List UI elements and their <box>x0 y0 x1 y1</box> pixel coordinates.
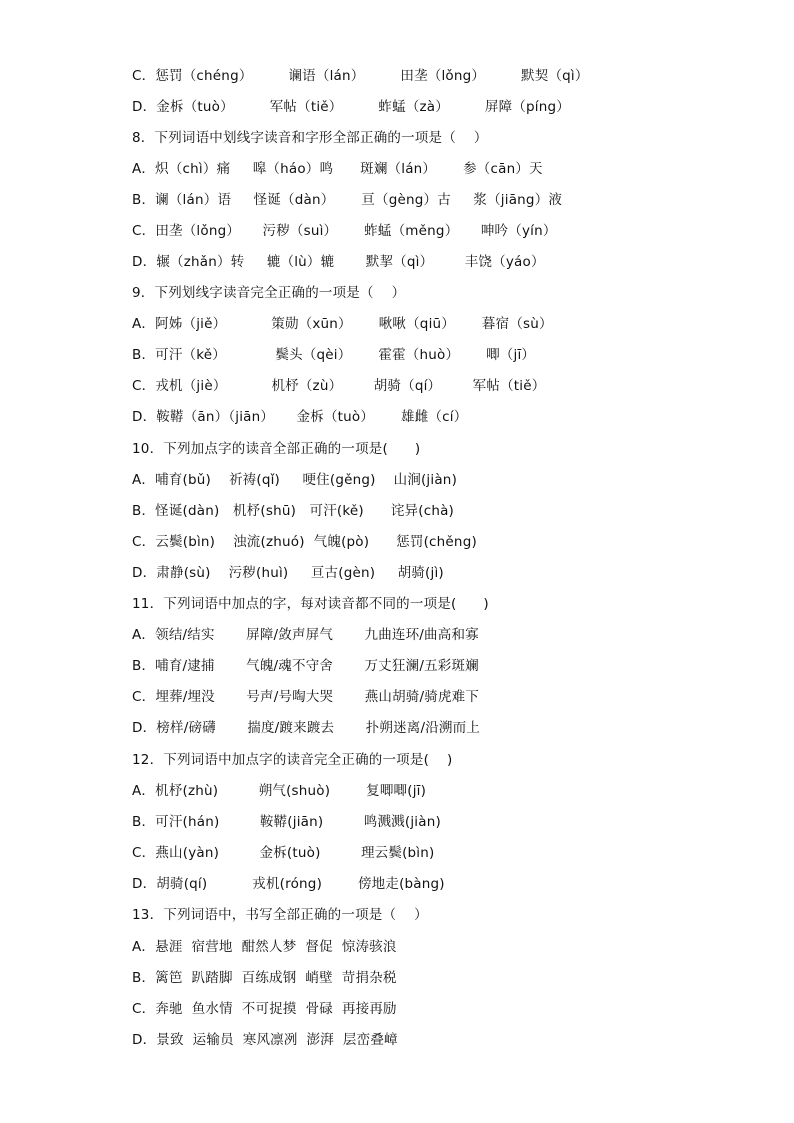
question-10-stem: 10．下列加点字的读音全部正确的一项是( ) <box>132 441 421 457</box>
option-line: B．可汗(hán) 鞍鞯(jiān) 鸣溅溅(jiàn) <box>132 814 441 830</box>
option-line: A．领结/结实 屏障/敛声屏气 九曲连环/曲高和寡 <box>132 627 479 643</box>
option-line: C．戎机（jiè） 机杼（zù） 胡骑（qí） 军帖（tiě） <box>132 378 546 394</box>
option-line: A．阿姊（jiě） 策勋（xūn） 啾啾（qiū） 暮宿（sù） <box>132 316 553 332</box>
question-12-stem: 12．下列词语中加点字的读音完全正确的一项是( ) <box>132 752 453 768</box>
option-line: D．肃静(sù) 污秽(huì) 亘古(gèn) 胡骑(jì) <box>132 565 444 581</box>
option-line: B．哺育/逮捕 气魄/魂不守舍 万丈狂澜/五彩斑斓 <box>132 658 479 674</box>
option-line: D．鞍鞯（ān）（jiān） 金柝（tuò） 雄雌（cí） <box>132 409 468 425</box>
option-line: C．田垄（lǒng） 污秽（suì） 蚱蜢（měng） 呻吟（yín） <box>132 223 557 239</box>
option-line: A．哺育(bǔ) 祈祷(qǐ) 哽住(gěng) 山涧(jiàn) <box>132 472 458 488</box>
option-line: A．机杼(zhù) 朔气(shuò) 复唧唧(jī) <box>132 783 427 799</box>
option-line: B．谰（lán）语 怪诞（dàn） 亘（gèng）古 浆（jiāng）液 <box>132 192 563 208</box>
option-line: B．篱笆 趴踏脚 百练成钢 峭壁 苛捐杂税 <box>132 970 397 986</box>
question-11-stem: 11．下列词语中加点的字，每对读音都不同的一项是( ) <box>132 596 489 612</box>
option-line: D．胡骑(qí) 戎机(róng) 傍地走(bàng) <box>132 876 445 892</box>
option-line: C．燕山(yàn) 金柝(tuò) 理云鬓(bìn) <box>132 845 435 861</box>
option-line: D．辗（zhǎn）转 辘（lù）辘 默挈（qì） 丰饶（yáo） <box>132 254 545 270</box>
option-line: D．榜样/磅礴 揣度/踱来踱去 扑朔迷离/沿溯而上 <box>132 720 481 736</box>
option-line: D．金柝（tuò） 军帖（tiě） 蚱蜢（zà） 屏障（píng） <box>132 99 570 115</box>
option-line: B．可汗（kě） 鬓头（qèi） 霍霍（huò） 唧（jī） <box>132 347 536 363</box>
option-line: A．炽（chì）痛 嗥（háo）鸣 斑斓（lán） 参（cān）天 <box>132 161 543 177</box>
option-line: A．悬涯 宿营地 酣然人梦 督促 惊涛骇浪 <box>132 939 397 955</box>
option-line: C．埋葬/埋没 号声/号啕大哭 燕山胡骑/骑虎难下 <box>132 689 480 705</box>
question-9-stem: 9．下列划线字读音完全正确的一项是（ ） <box>132 285 406 301</box>
question-13-stem: 13．下列词语中，书写全部正确的一项是（ ） <box>132 907 428 923</box>
option-line: C．惩罚（chéng） 谰语（lán） 田垄（lǒng） 默契（qì） <box>132 68 589 84</box>
option-line: D．景致 运输员 寒风凛冽 澎湃 层峦叠嶂 <box>132 1032 398 1048</box>
option-line: C．奔驰 鱼水情 不可捉摸 骨碌 再接再励 <box>132 1001 397 1017</box>
option-line: C．云鬓(bìn) 浊流(zhuó) 气魄(pò) 惩罚(chěng) <box>132 534 477 550</box>
option-line: B．怪诞(dàn) 机杼(shū) 可汗(kě) 诧异(chà) <box>132 503 455 519</box>
question-8-stem: 8．下列词语中划线字读音和字形全部正确的一项是（ ） <box>132 130 488 146</box>
